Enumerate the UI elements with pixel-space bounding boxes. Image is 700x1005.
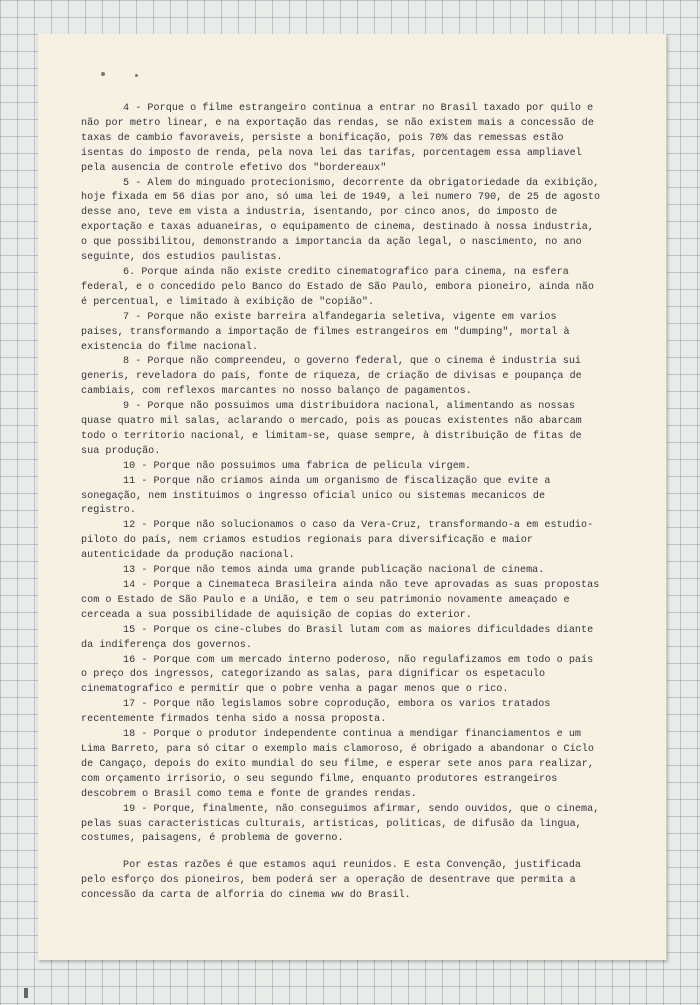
paragraph-8: 8 - Porque não compreendeu, o governo federal, que o cinema é industria sui generis, reveladora do país, fonte de riqueza, de criação de divisas e poupança de cambiais, com reflexos marcantes no nosso balanço de pagamentos.	[81, 356, 582, 398]
paragraph-17: 17 - Porque não legislamos sobre coprodução, embora os varios tratados recentemente firmados tenha sido a nossa proposta.	[81, 699, 551, 726]
paragraph-7: 7 - Porque não existe barreira alfandegaria seletiva, vigente em varios paises, transformando a importação de filmes estrangeiros em "dumping", mortal à existencia do filme nacional.	[81, 311, 570, 353]
paragraph-15: 15 - Porque os cine-clubes do Brasil lutam com as maiores dificuldades diante da indiferença dos governos.	[81, 624, 594, 651]
paragraph-12: 12 - Porque não solucionamos o caso da Vera-Cruz, transformando-a em estudio-piloto do país, nem criamos estudios regionais para diversificação e maior autenticidade da produção nacional.	[81, 520, 594, 562]
punch-mark	[101, 72, 105, 76]
paragraph-19: 19 - Porque, finalmente, não conseguimos afirmar, sendo ouvidos, que o cinema, pelas suas caracteristicas culturais, artisticas, politicas, de difusão da lingua, costumes, paisagens, é problema de governo.	[81, 803, 600, 845]
paragraph-18: 18 - Porque o produtor independente continua a mendigar financiamentos e um Lima Barreto, para só citar o exemplo mais clamoroso, é obrigado a abandonar o Ciclo de Cangaço, depois do exito mundial do seu filme, e esperar sete anos para realizar, com orçamento irrisorio, o seu segundo filme, enquanto produtores estrangeiros descobrem o Brasil como tema e fonte de grandes rendas.	[81, 729, 595, 800]
paragraph-6: 6. Porque ainda não existe credito cinematografico para cinema, na esfera federal, e o concedido pelo Banco do Estado de São Paulo, embora pioneiro, ainda não é percentual, e limitado à exibição de "copião".	[81, 266, 595, 308]
paragraph-10: 10 - Porque não possuimos uma fabrica de pelicula virgem.	[123, 460, 472, 472]
paragraph-4: 4 - Porque o filme estrangeiro continua a entrar no Brasil taxado por quilo e não por metro linear, e na exportação das rendas, se não existem mais a concessão de taxas de cambio favoraveis, persiste a bonificação, pois 70% das remessas estão isentas do imposto de renda, pela nova lei das tarifas, porcentagem essa ampliavel pela ausencia de controle efetivo dos "bordereaux"	[81, 103, 595, 174]
paragraph-16: 16 - Porque com um mercado interno poderoso, não regulafizamos em todo o país o preço dos ingressos, categorizando as salas, para dignificar os espetaculo cinematografico e permitir que o pobre venha a pagar menos que o rico.	[81, 654, 594, 696]
paragraph-11: 11 - Porque não criamos ainda um organismo de fiscalização que evite a sonegação, nem instituimos o ingresso oficial unico ou sistemas mecanicos de registro.	[81, 475, 551, 517]
paragraph-9: 9 - Porque não possuimos uma distribuidora nacional, alimentando as nossas quase quatro mil salas, aclarando o mercado, pois as poucas existentes não abarcam todo o territorio nacional, e limitam-se, quase sempre, à distribuição de fitas de sua produção.	[81, 401, 582, 457]
punch-mark	[135, 74, 138, 77]
paragraph-13: 13 - Porque não temos ainda uma grande publicação nacional de cinema.	[123, 565, 545, 577]
binder-mark	[24, 988, 28, 998]
paragraph-14: 14 - Porque a Cinemateca Brasileira ainda não teve aprovadas as suas propostas com o Estado de São Paulo e a União, e tem o seu patrimonio novamente ameaçado e cerceada a sua possibilidade de aquisição de copias do exterior.	[81, 580, 600, 621]
typed-text-body	[81, 102, 601, 904]
closing-paragraph: Por estas razões é que estamos aqui reunidos. E esta Convenção, justificada pelo esforço dos pioneiros, bem poderá ser a operação de desentrave que permita a concessão da carta de alforria do cinema ww do Brasil.	[81, 860, 582, 902]
paragraph-5: 5 - Alem do minguado protecionismo, decorrente da obrigatoriedade da exibição, hoje fixada em 56 dias por ano, só uma lei de 1949, a lei numero 790, de 25 de agosto desse ano, teve em vista a industria, isentando, por cinco anos, do imposto de exportação e taxas aduaneiras, o equipamento de cinema, destinado à nossa industria, o que possibilitou, demonstrando a importancia da ação legal, o nascimento, no ano seguinte, dos estudios paulistas.	[81, 177, 601, 264]
